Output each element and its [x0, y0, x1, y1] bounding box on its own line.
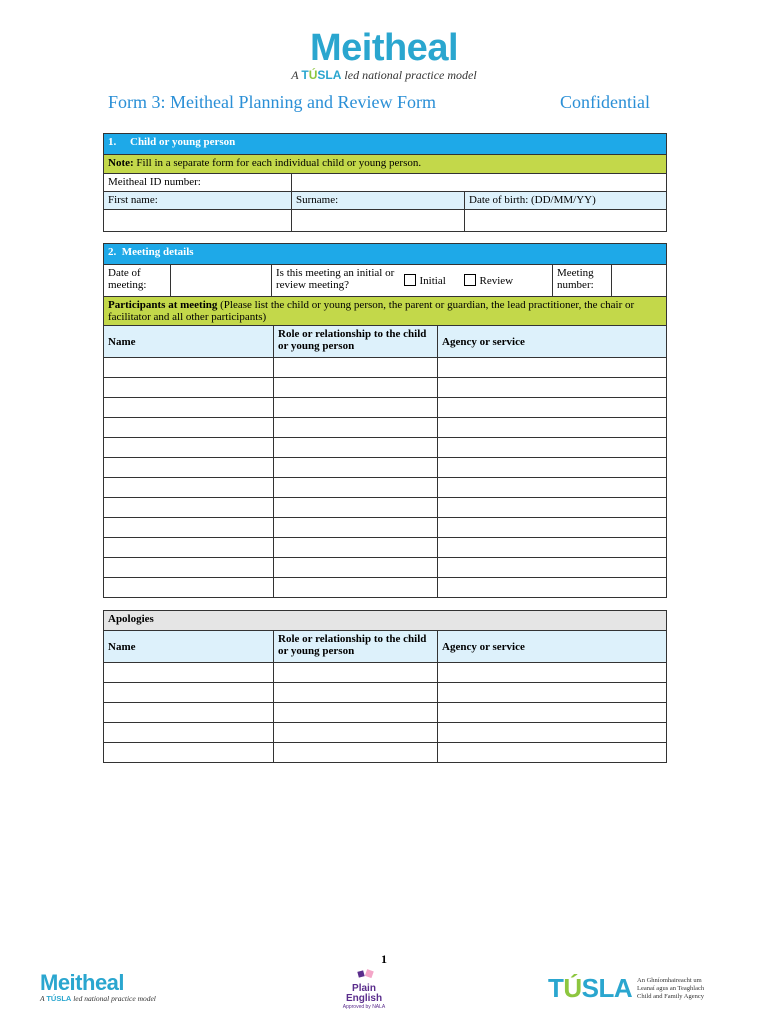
participants-table: [103, 325, 667, 598]
table-row: [104, 418, 667, 438]
table-cell[interactable]: [104, 538, 274, 558]
table-cell[interactable]: [438, 378, 667, 398]
table-row: [104, 478, 667, 498]
table-cell[interactable]: [104, 358, 274, 378]
table-cell[interactable]: [438, 518, 667, 538]
meitheal-id-field[interactable]: [292, 174, 667, 192]
footer-meitheal-logo: Meitheal A TÚSLA led national practice model: [40, 970, 156, 1003]
table-row: [104, 683, 667, 703]
table-row: [104, 558, 667, 578]
table-cell[interactable]: [274, 378, 438, 398]
table-row: [104, 578, 667, 598]
review-checkbox[interactable]: [464, 274, 476, 286]
table-cell[interactable]: [274, 578, 438, 598]
logo-tagline: A TÚSLA led national practice model: [291, 68, 477, 82]
table-cell[interactable]: [274, 558, 438, 578]
footer-tusla-logo: [548, 974, 748, 1004]
table-cell[interactable]: [274, 518, 438, 538]
table-row: [104, 438, 667, 458]
table-cell[interactable]: [104, 458, 274, 478]
table-row: [104, 723, 667, 743]
table-cell[interactable]: [438, 358, 667, 378]
table-cell[interactable]: [104, 743, 274, 763]
table-cell[interactable]: [104, 578, 274, 598]
section1-heading: 1. Child or young person: [104, 134, 667, 155]
agency-name: An Ghníomhaireacht um Leanaí agus an Teaghlach Child and Family Agency: [637, 977, 705, 1000]
section-child-table: [103, 133, 667, 232]
table-row: [104, 378, 667, 398]
meeting-date-field[interactable]: [171, 265, 272, 297]
table-row: [104, 703, 667, 723]
meeting-type-question: Is this meeting an initial or review meeting?: [272, 265, 400, 297]
table-cell[interactable]: [274, 723, 438, 743]
meitheal-id-row: [104, 174, 292, 192]
table-cell[interactable]: [104, 378, 274, 398]
initial-checkbox[interactable]: [404, 274, 416, 286]
surname-label: Surname:: [292, 192, 465, 210]
table-row: [104, 538, 667, 558]
table-cell[interactable]: [274, 478, 438, 498]
tusla-wordmark: TÚSLA: [548, 973, 633, 1003]
table-cell[interactable]: [438, 723, 667, 743]
table-cell[interactable]: [104, 558, 274, 578]
table-cell[interactable]: [274, 703, 438, 723]
table-cell[interactable]: [104, 478, 274, 498]
logo-word: Meitheal: [309, 27, 459, 69]
plain-english-mark-icon: [349, 969, 379, 979]
table-cell[interactable]: [274, 663, 438, 683]
table-cell[interactable]: [274, 538, 438, 558]
participants-col-name: Name: [104, 326, 274, 358]
table-cell[interactable]: [438, 438, 667, 458]
participants-col-agency: Agency or service: [438, 326, 667, 358]
table-cell[interactable]: [104, 498, 274, 518]
table-cell[interactable]: [438, 743, 667, 763]
participants-col-role: Role or relationship to the child or young person: [274, 326, 438, 358]
table-cell[interactable]: [438, 498, 667, 518]
apologies-col-agency: Agency or service: [438, 631, 667, 663]
option-initial[interactable]: Initial: [400, 265, 460, 297]
meitheal-id-label: Meitheal ID number:: [108, 176, 201, 188]
table-cell[interactable]: [438, 578, 667, 598]
table-row: [104, 663, 667, 683]
confidential-label: Confidential: [560, 92, 650, 112]
table-cell[interactable]: [274, 743, 438, 763]
table-cell[interactable]: [438, 663, 667, 683]
note-bar: Note: Fill in a separate form for each individual child or young person.: [104, 155, 667, 174]
table-cell[interactable]: [274, 458, 438, 478]
participants-bar: Participants at meeting (Please list the child or young person, the parent or guardian, the lead practitioner, the chair or facilitator and all other participants): [104, 297, 667, 326]
table-cell[interactable]: [274, 418, 438, 438]
table-cell[interactable]: [274, 438, 438, 458]
table-cell[interactable]: [104, 438, 274, 458]
title-row: [108, 92, 668, 116]
table-cell[interactable]: [438, 398, 667, 418]
table-cell[interactable]: [438, 458, 667, 478]
table-cell[interactable]: [104, 683, 274, 703]
table-cell[interactable]: [438, 418, 667, 438]
table-row: [104, 458, 667, 478]
table-row: [104, 743, 667, 763]
table-cell[interactable]: [104, 703, 274, 723]
table-cell[interactable]: [104, 418, 274, 438]
apologies-table: [103, 610, 667, 763]
first-name-label: First name:: [104, 192, 292, 210]
meeting-number-label: Meeting number:: [553, 265, 612, 297]
table-cell[interactable]: [274, 683, 438, 703]
table-cell[interactable]: [438, 478, 667, 498]
table-cell[interactable]: [438, 538, 667, 558]
table-cell[interactable]: [104, 398, 274, 418]
table-cell[interactable]: [438, 703, 667, 723]
table-cell[interactable]: [438, 558, 667, 578]
form-title: Form 3: Meitheal Planning and Review Form: [108, 92, 436, 112]
table-cell[interactable]: [104, 518, 274, 538]
table-row: [104, 358, 667, 378]
option-review[interactable]: Review: [460, 265, 553, 297]
section2-heading: 2. Meeting details: [104, 244, 667, 265]
section-meeting-table: [103, 243, 667, 326]
table-cell[interactable]: [274, 498, 438, 518]
apologies-col-role: Role or relationship to the child or young person: [274, 631, 438, 663]
dob-label: Date of birth: (DD/MM/YY): [465, 192, 667, 210]
plain-english-logo: Plain English Approved by NALA: [336, 966, 392, 1011]
table-cell[interactable]: [104, 663, 274, 683]
tusla-mark: TÚSLA: [301, 68, 342, 82]
table-cell[interactable]: [274, 358, 438, 378]
table-row: [104, 498, 667, 518]
surname-field[interactable]: [292, 210, 465, 232]
table-cell[interactable]: [438, 683, 667, 703]
meeting-number-field[interactable]: [612, 265, 667, 297]
apologies-col-name: Name: [104, 631, 274, 663]
page-number: 1: [381, 952, 387, 966]
dob-field[interactable]: [465, 210, 667, 232]
table-row: [104, 518, 667, 538]
first-name-field[interactable]: [104, 210, 292, 232]
table-cell[interactable]: [104, 723, 274, 743]
table-row: [104, 398, 667, 418]
meeting-date-label: Date of meeting:: [104, 265, 171, 297]
table-cell[interactable]: [274, 398, 438, 418]
meitheal-logo: [0, 28, 768, 82]
apologies-heading: Apologies: [104, 611, 667, 631]
